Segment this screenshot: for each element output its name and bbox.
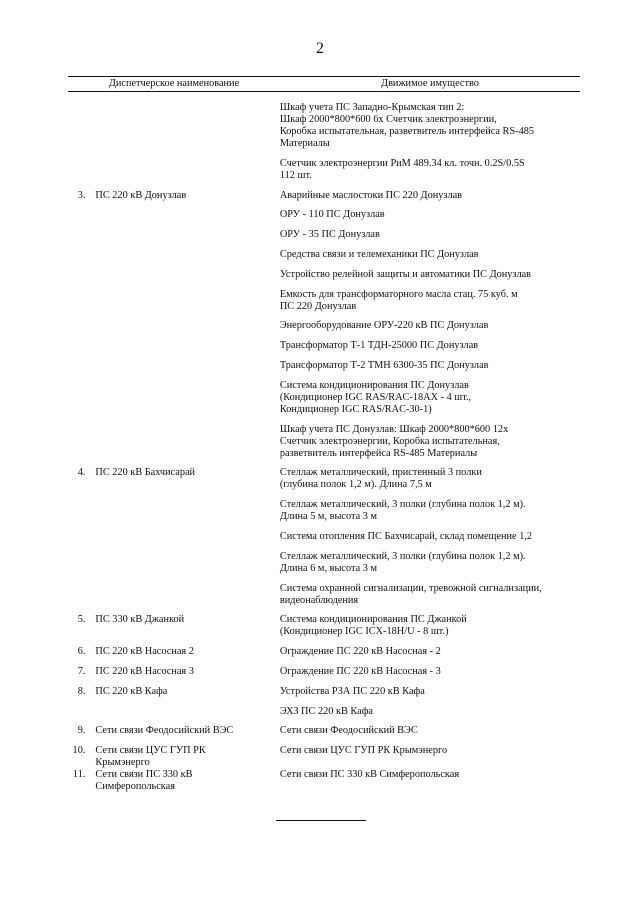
property-item: Счетчик электроэнергии РиМ 489.34 кл. точн. 0.2S/0.5S 112 шт. <box>279 157 525 181</box>
property-list <box>280 769 580 793</box>
property-list <box>280 467 580 614</box>
row-number: 10. <box>72 745 86 757</box>
property-item: ОРУ - 110 ПС Донузлав <box>279 209 385 221</box>
table-row <box>68 769 580 793</box>
property-list <box>280 686 580 726</box>
table-header <box>68 76 580 92</box>
property-item: Стеллаж металлический, 3 полки (глубина полок 1,2 м). Длина 5 м, высота 3 м <box>279 499 526 523</box>
property-item: Ограждение ПС 220 кВ Насосная - 2 <box>279 646 441 658</box>
property-list <box>280 190 580 468</box>
property-table <box>68 76 580 793</box>
dispatch-name: ПС 220 кВ Насосная 3 <box>95 665 194 677</box>
property-item: Емкость для трансформаторного масла стац. 75 куб. м ПС 220 Донузлав <box>279 288 518 312</box>
property-item: ОРУ - 35 ПС Донузлав <box>279 229 380 241</box>
dispatch-name: ПС 220 кВ Насосная 2 <box>95 646 194 658</box>
property-item: Ограждение ПС 220 кВ Насосная - 3 <box>279 665 441 677</box>
table-row <box>68 745 580 769</box>
row-number: 3. <box>77 189 86 201</box>
row-number: 7. <box>77 665 86 677</box>
property-list <box>280 745 580 769</box>
table-row <box>68 190 580 468</box>
table-row <box>68 725 580 745</box>
column-header-dispatch-name: Диспетчерское наименование <box>108 78 240 89</box>
footer-divider <box>276 820 366 821</box>
dispatch-name: ПС 220 кВ Бахчисарай <box>95 467 196 479</box>
table-body <box>68 92 580 793</box>
table-row <box>68 646 580 666</box>
row-number: 9. <box>77 725 86 737</box>
property-list <box>280 646 580 666</box>
dispatch-name: ПС 220 кВ Кафа <box>95 685 168 697</box>
property-item: Трансформатор Т-1 ТДН-25000 ПС Донузлав <box>279 340 479 352</box>
dispatch-name: ПС 220 кВ Донузлав <box>95 189 187 201</box>
property-item: Шкаф учета ПС Западно-Крымская тип 2: Шкаф 2000*800*600 6х Счетчик электроэнергии, Коробка испытательная, разветвитель интерфейса RS-485 Материалы <box>279 102 535 149</box>
table-row <box>68 102 580 190</box>
row-number: 5. <box>77 614 86 626</box>
property-item: Аварийные маслостоки ПС 220 Донузлав <box>279 189 463 201</box>
property-item: Средства связи и телемеханики ПС Донузлав <box>279 248 479 260</box>
property-item: Устройства РЗА ПС 220 кВ Кафа <box>279 685 425 697</box>
property-item: Энергооборудование ОРУ-220 кВ ПС Донузлав <box>279 320 489 332</box>
row-number: 6. <box>77 646 86 658</box>
dispatch-name: Сети связи ЦУС ГУП РК Крымэнерго <box>95 745 206 769</box>
property-item: Стеллаж металлический, 3 полки (глубина полок 1,2 м). Длина 6 м, высота 3 м <box>279 550 526 574</box>
row-number: 8. <box>77 685 86 697</box>
property-item: Система кондиционирования ПС Донузлав (Кондиционер IGC RAS/RAC-18AX - 4 шт., Кондиционер IGC RAS/RAC-30-1) <box>279 379 472 415</box>
property-item: Сети связи ПС 330 кВ Симферопольская <box>279 769 460 781</box>
property-item: Сети связи ЦУС ГУП РК Крымэнерго <box>279 745 448 757</box>
property-item: Шкаф учета ПС Донузлав: Шкаф 2000*800*600 12х Счетчик электроэнергии, Коробка испытательная, разветвитель интерфейса RS-485 Материалы <box>279 423 509 459</box>
table-row <box>68 467 580 614</box>
column-header-movable-property: Движимое имущество <box>381 78 479 89</box>
property-item: ЭХЗ ПС 220 кВ Кафа <box>279 705 373 717</box>
row-number: 4. <box>77 467 86 479</box>
property-list <box>280 614 580 646</box>
property-item: Трансформатор Т-2 ТМН 6300-35 ПС Донузлав <box>279 359 489 371</box>
property-item: Стеллаж металлический, пристенный 3 полки (глубина полок 1,2 м). Длина 7,5 м <box>279 467 482 491</box>
property-list <box>280 102 580 190</box>
dispatch-name: ПС 330 кВ Джанкой <box>95 614 185 626</box>
page-number: 2 <box>316 40 324 57</box>
property-list <box>280 666 580 686</box>
property-item: Устройство релейной защиты и автоматики ПС Донузлав <box>279 268 532 280</box>
property-item: Система охранной сигнализации, тревожной сигнализации, видеонаблюдения <box>279 582 542 606</box>
dispatch-name: Сети связи Феодосийский ВЭС <box>95 725 234 737</box>
property-list <box>280 725 580 745</box>
table-row <box>68 666 580 686</box>
table-row <box>68 614 580 646</box>
table-row <box>68 686 580 726</box>
property-item: Сети связи Феодосийский ВЭС <box>279 725 418 737</box>
property-item: Система отопления ПС Бахчисарай, склад помещение 1,2 <box>279 530 533 542</box>
row-number <box>68 102 95 190</box>
row-number: 11. <box>72 769 86 781</box>
dispatch-name: Сети связи ПС 330 кВ Симферопольская <box>95 769 193 793</box>
dispatch-name <box>95 102 263 190</box>
property-item: Система кондиционирования ПС Джанкой (Кондиционер IGC ICX-18H/U - 8 шт.) <box>279 614 467 638</box>
